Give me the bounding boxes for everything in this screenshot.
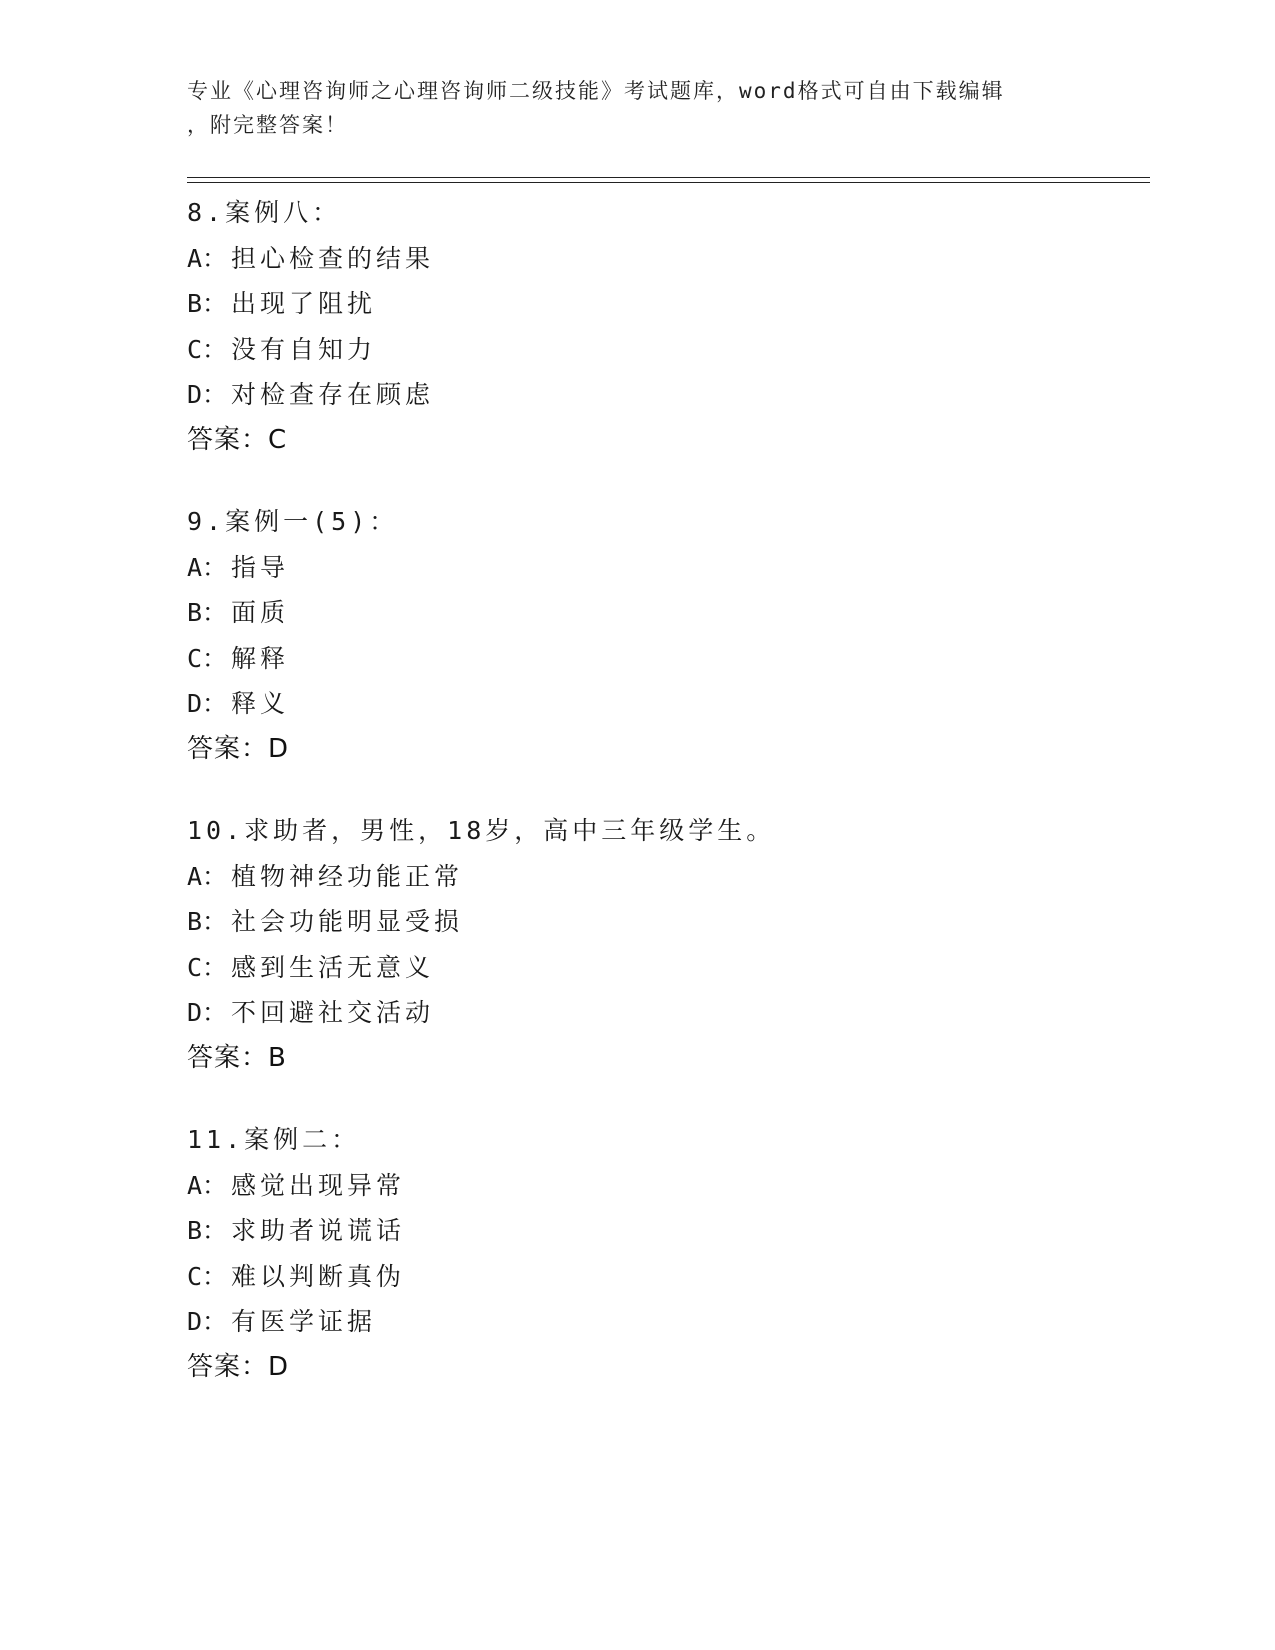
option-text: 感到生活无意义 xyxy=(231,952,435,982)
answer-line xyxy=(187,418,1147,464)
option-text: 有医学证据 xyxy=(231,1307,377,1336)
option-letter: B： xyxy=(187,289,228,318)
answer-line xyxy=(187,1345,1147,1391)
option-a xyxy=(187,545,1147,591)
option-text: 面质 xyxy=(231,598,290,627)
option-letter: B： xyxy=(187,907,228,936)
option-c xyxy=(187,1254,1147,1300)
header-line-1: 专业《心理咨询师之心理咨询师二级技能》考试题库，word格式可自由下载编辑 xyxy=(187,79,1005,103)
answer-value: D xyxy=(268,733,290,764)
answer-value: B xyxy=(268,1042,287,1073)
option-letter: D： xyxy=(187,380,228,409)
option-text: 感觉出现异常 xyxy=(231,1170,406,1200)
answer-label: 答案： xyxy=(187,1351,269,1382)
option-letter: A： xyxy=(187,243,228,273)
option-c xyxy=(187,636,1147,682)
question-stem: 8.案例八： xyxy=(187,198,342,227)
option-text: 没有自知力 xyxy=(231,334,377,364)
option-letter: B： xyxy=(187,1216,228,1245)
option-d xyxy=(187,372,1147,418)
option-text: 释义 xyxy=(231,689,290,718)
option-text: 不回避社交活动 xyxy=(231,998,435,1027)
answer-label: 答案： xyxy=(187,424,269,455)
option-letter: A： xyxy=(187,1170,228,1200)
header-divider-top xyxy=(187,177,1150,178)
question-list xyxy=(187,190,1147,1426)
option-c xyxy=(187,945,1147,991)
option-letter: D： xyxy=(187,998,228,1027)
option-a xyxy=(187,1163,1147,1209)
question-item xyxy=(187,190,1147,463)
option-text: 对检查存在顾虑 xyxy=(231,380,435,409)
option-letter: A： xyxy=(187,861,228,891)
answer-line xyxy=(187,1036,1147,1082)
option-text: 指导 xyxy=(231,552,290,582)
option-letter: D： xyxy=(187,689,228,718)
question-stem: 9.案例一(5)： xyxy=(187,507,399,536)
question-item xyxy=(187,1117,1147,1390)
question-stem: 10.求助者，男性，18岁，高中三年级学生。 xyxy=(187,816,776,845)
answer-value: C xyxy=(268,424,288,455)
header-line-2: ，附完整答案！ xyxy=(187,113,348,137)
option-d xyxy=(187,1299,1147,1345)
document-header xyxy=(187,74,1067,142)
option-letter: C： xyxy=(187,1261,228,1291)
answer-value: D xyxy=(268,1351,290,1382)
option-text: 求助者说谎话 xyxy=(231,1216,406,1245)
option-text: 出现了阻扰 xyxy=(231,289,377,318)
question-item xyxy=(187,808,1147,1081)
option-letter: D： xyxy=(187,1307,228,1336)
option-text: 植物神经功能正常 xyxy=(231,861,464,891)
question-item xyxy=(187,499,1147,772)
option-a xyxy=(187,854,1147,900)
option-text: 担心检查的结果 xyxy=(231,243,435,273)
option-letter: B： xyxy=(187,598,228,627)
option-text: 难以判断真伪 xyxy=(231,1261,406,1291)
option-b xyxy=(187,1208,1147,1254)
option-a xyxy=(187,236,1147,282)
option-b xyxy=(187,590,1147,636)
option-b xyxy=(187,899,1147,945)
answer-label: 答案： xyxy=(187,733,269,764)
header-divider-bottom xyxy=(187,182,1150,183)
option-c xyxy=(187,327,1147,373)
option-letter: C： xyxy=(187,643,228,673)
option-text: 解释 xyxy=(231,643,290,673)
option-letter: C： xyxy=(187,952,228,982)
option-b xyxy=(187,281,1147,327)
answer-label: 答案： xyxy=(187,1042,269,1073)
option-letter: A： xyxy=(187,552,228,582)
option-d xyxy=(187,990,1147,1036)
option-letter: C： xyxy=(187,334,228,364)
option-text: 社会功能明显受损 xyxy=(231,907,464,936)
option-d xyxy=(187,681,1147,727)
answer-line xyxy=(187,727,1147,773)
question-stem: 11.案例二： xyxy=(187,1125,361,1154)
